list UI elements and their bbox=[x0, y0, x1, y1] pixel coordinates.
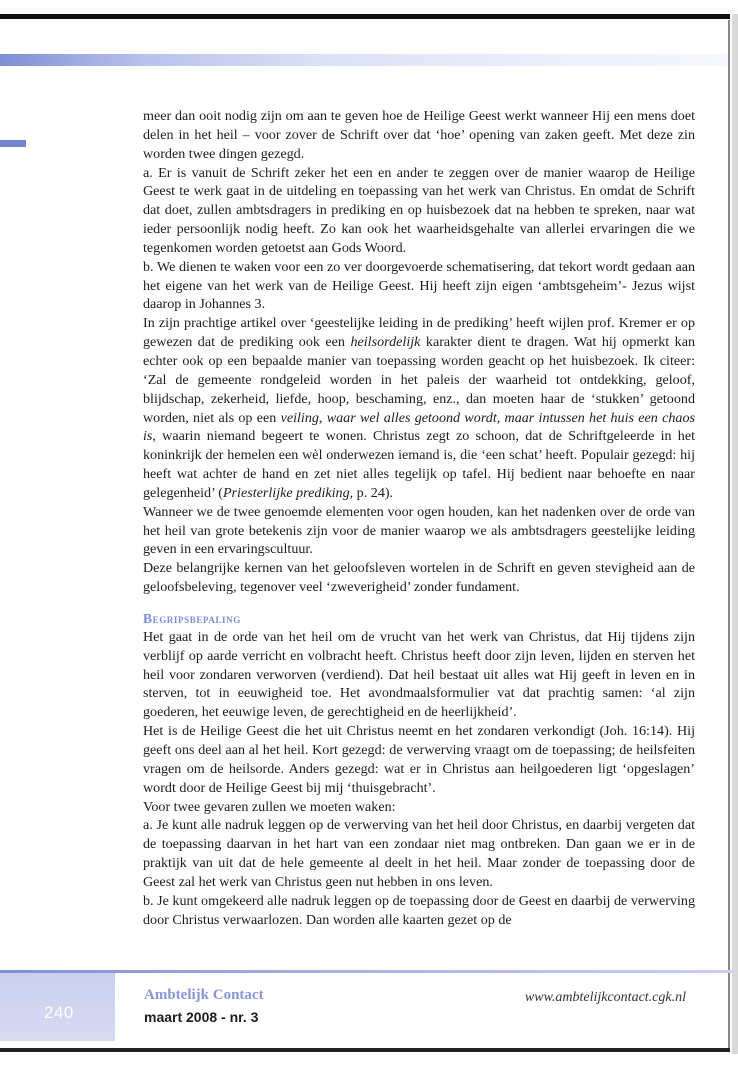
page-right-edge bbox=[732, 14, 738, 1054]
article-body bbox=[143, 107, 695, 929]
section-heading: Begripsbepaling bbox=[143, 610, 241, 626]
kremer-text-1: In zijn prachtige artikel over ‘geestelijke leiding in de prediking’ heeft wijlen prof. Kremer er op gewezen dat de prediking ook een bbox=[143, 315, 695, 351]
paragraph-point-b: b. We dienen te waken voor een zo ver doorgevoerde schematisering, dat tekort wordt gedaan aan het eigene van het werk van de Heilige Geest. Hij heeft zijn eigen ‘ambtsgeheim’- Jezus wijst daarop in Johannes 3. bbox=[143, 258, 695, 313]
magazine-title: Ambtelijk Contact bbox=[144, 987, 264, 1003]
kremer-text-4: p. 24). bbox=[353, 484, 394, 501]
top-edge-rule bbox=[0, 14, 730, 19]
side-accent-tab bbox=[0, 140, 26, 147]
paragraph-intro: meer dan ooit nodig zijn om aan te geven hoe de Heilige Geest werkt wanneer Hij een mens doet delen in het heil – voor zover de Schrift over dat ‘hoe’ opening van zaken geeft. Met deze zin worden twee dingen gezegd. bbox=[143, 108, 695, 162]
issue-info: maart 2008 - nr. 3 bbox=[144, 1009, 259, 1025]
kremer-emphasis-1: heilsordelijk bbox=[350, 334, 421, 351]
paragraph-core: Deze belangrijke kernen van het geloofsleven wortelen in de Schrift en geven stevigheid aan de geloofsbeleving, tegenover veel ‘zweverigheid’ zonder fundament. bbox=[143, 560, 695, 596]
paragraph-kremer-quote bbox=[143, 314, 695, 502]
header-color-band bbox=[0, 54, 728, 66]
paragraph-danger-b: b. Je kunt omgekeerd alle nadruk leggen op de toepassing door de Geest en daarbij de verwerving door Christus verwaarlozen. Dan worden alle kaarten gezet op de bbox=[143, 892, 695, 928]
kremer-book-title: Priesterlijke prediking, bbox=[222, 484, 354, 501]
kremer-text-3: , waarin niemand begeert te wonen. Christus zegt zo schoon, dat de Schriftgeleerde in het koninkrijk der hemelen een wèl onderwezen iemand is, die ‘een schat’ heeft. Populair gezegd: hij heeft wat achter de hand en zet niet alles tegelijk op tafel. Hij bedient naar behoefte en naar gelegenheid’ ( bbox=[143, 428, 695, 501]
paragraph-order-of-salvation: Het gaat in de orde van het heil om de vrucht van het werk van Christus, dat Hij tijdens zijn verblijf op aarde verricht en volbracht heeft. Christus heeft door zijn leven, lijden en sterven het heil voor zondaren verworven (verdiend). Dat heil bestaat uit alles wat Hij geeft in leven en in sterven, tot in eeuwigheid toe. Het avondmaalsformulier vat dat prachtig samen: ‘al zijn goederen, het eeuwige leven, de gerechtigheid en de heerlijkheid’. bbox=[143, 628, 695, 721]
kremer-text-2: karakter dient te dragen. Wat hij opmerkt kan echter ook op een bepaalde manier van toepassing worden geacht op het huisbezoek. Ik citeer: ‘Zal de gemeente rondgeleid worden in het paleis der waarheid tot ontdekking, geloof, blijdschap, zekerheid, liefde, hoop, beschaming, enz., dan moeten haar de ‘stukken’ getoond worden, niet als op een bbox=[143, 334, 695, 426]
paragraph-point-a: a. Er is vanuit de Schrift zeker het een en ander te zeggen over de manier waarop de Heilige Geest te werk gaat in de uitdeling en toepassing van het werk van Christus. En omdat de Schrift dat doet, zullen ambtsdragers in prediking en op huisbezoek dat na hebben te spreken, naar wat ieder persoonlijk nodig heeft. Zo kan ook het waarheidsgehalte van allerlei ervaringen die we tegenkomen worden getoetst aan Gods Woord. bbox=[143, 164, 695, 256]
kremer-emphasis-2: veiling, waar wel alles getoond wordt, maar intussen het huis een chaos is bbox=[143, 409, 695, 445]
page-right-shadow bbox=[728, 20, 730, 1050]
paragraph-two-dangers: Voor twee gevaren zullen we moeten waken: bbox=[143, 798, 396, 815]
paragraph-holy-spirit: Het is de Heilige Geest die het uit Christus neemt en het zondaren verkondigt (Joh. 16:14). Hij geeft ons deel aan al het heil. Kort gezegd: de verwerving vraagt om de toepassing; de heilsfeiten vragen om de heilsorde. Anders gezegd: wat er in Christus aan heilgoederen ligt ‘opgeslagen’ wordt door de Heilige Geest bij mij ‘thuisgebracht’. bbox=[143, 723, 695, 796]
page-number: 240 bbox=[44, 1003, 74, 1022]
website-url: www.ambtelijkcontact.cgk.nl bbox=[524, 990, 686, 1005]
paragraph-danger-a: a. Je kunt alle nadruk leggen op de verwerving van het heil door Christus, en daarbij vergeten dat de toepassing daarvan in het hart van een zondaar niet mag ontbreken. Dan gaan we er in de praktijk van uit dat de hele gemeente al deelt in het heil. Maar zonder de toepassing door de Geest zal het werk van Christus geen nut hebben in ons leven. bbox=[143, 817, 695, 890]
paragraph-elements: Wanneer we de twee genoemde elementen voor ogen houden, kan het nadenken over de orde van het heil van grote betekenis zijn voor de manier waarop we als ambtsdragers geestelijke leiding geven in een ervaringscultuur. bbox=[143, 503, 695, 558]
bottom-edge-rule bbox=[0, 1048, 730, 1052]
